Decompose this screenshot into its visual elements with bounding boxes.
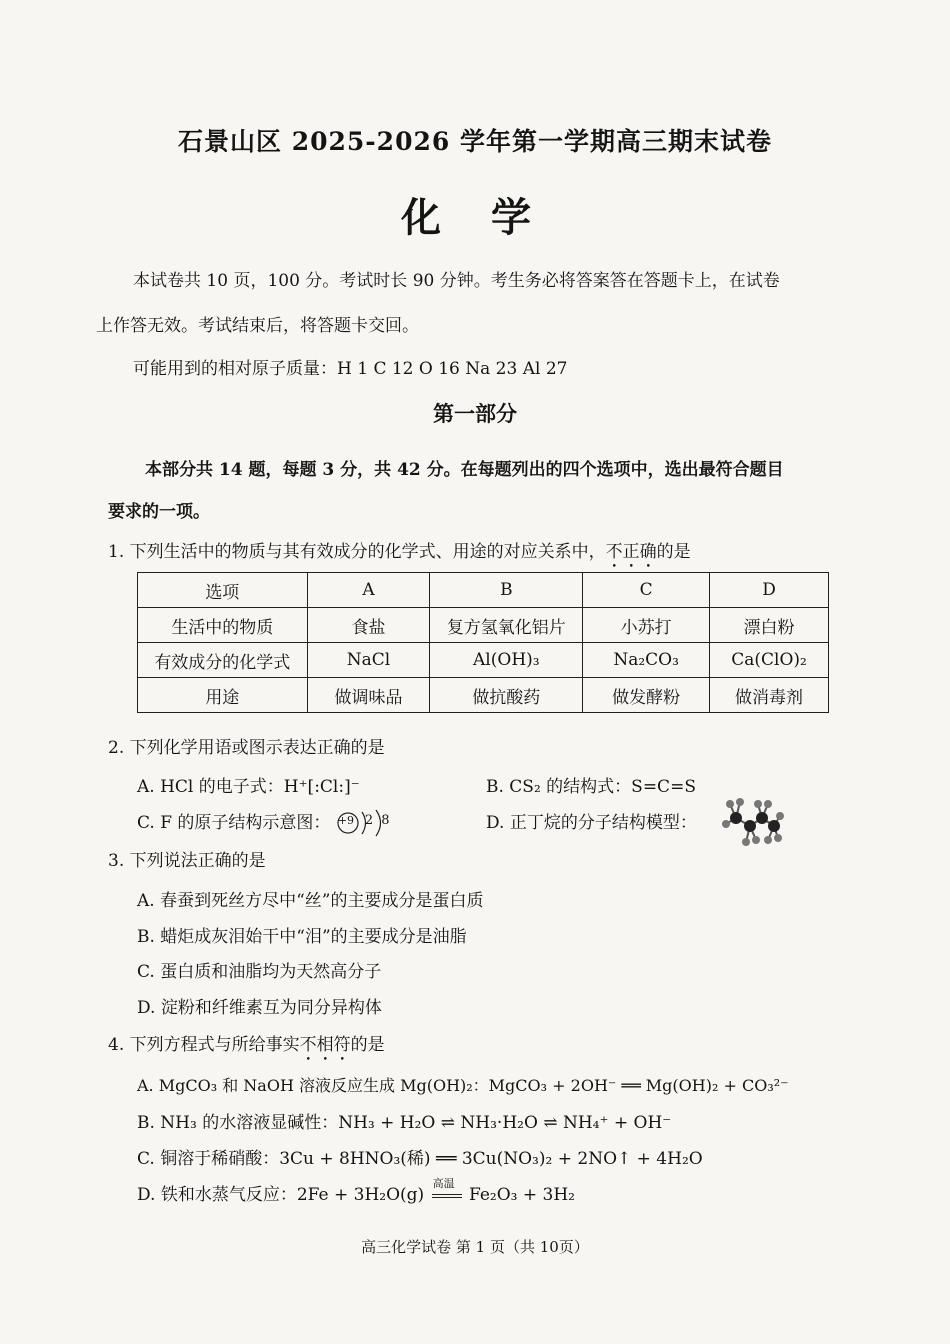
q4-stem-suffix: 的是	[350, 1035, 385, 1055]
nucleus-charge: +9	[337, 813, 355, 827]
table-cell: 选项	[138, 573, 308, 608]
table-cell: Ca(ClO)₂	[710, 643, 829, 678]
q1-stem-prefix: 1. 下列生活中的物质与其有效成分的化学式、用途的对应关系中，	[108, 542, 606, 562]
table-cell: 做发酵粉	[583, 678, 710, 713]
q1-stem-emphasis: 不正确	[605, 542, 657, 562]
q1-table-row-use	[138, 678, 829, 713]
q3-stem: 3. 下列说法正确的是	[108, 851, 266, 871]
q1-table-row-substance	[138, 608, 829, 643]
table-cell: 做抗酸药	[430, 678, 583, 713]
table-cell: 复方氢氧化铝片	[430, 608, 583, 643]
q4-option-d	[137, 1177, 575, 1205]
q3-option-d: D. 淀粉和纤维素互为同分异构体	[137, 998, 382, 1018]
q1-stem	[108, 537, 691, 572]
table-cell: 漂白粉	[710, 608, 829, 643]
part1-heading: 第一部分	[433, 401, 517, 426]
q4-option-a: A. MgCO₃ 和 NaOH 溶液反应生成 Mg(OH)₂：MgCO₃ + 2OH⁻ ══ Mg(OH)₂ + CO₃²⁻	[137, 1076, 789, 1095]
table-cell: B	[430, 573, 583, 608]
reaction-condition: 高温	[432, 1177, 455, 1190]
intro-line-2: 上作答无效。考试结束后，将答题卡交回。	[96, 316, 419, 336]
q3-option-a: A. 春蚕到死丝方尽中“丝”的主要成分是蛋白质	[137, 891, 484, 911]
q4-option-c: C. 铜溶于稀硝酸：3Cu + 8HNO₃(稀) ══ 3Cu(NO₃)₂ + 2NO↑ + 4H₂O	[137, 1149, 703, 1169]
q2-option-d: D. 正丁烷的分子结构模型：	[486, 813, 697, 833]
q4-option-b: B. NH₃ 的水溶液显碱性：NH₃ + H₂O ⇌ NH₃·H₂O ⇌ NH₄⁺ + OH⁻	[137, 1113, 672, 1133]
page-footer: 高三化学试卷 第 1 页（共 10页）	[361, 1238, 589, 1256]
intro-line-1: 本试卷共 10 页，100 分。考试时长 90 分钟。考生务必将答案答在答题卡上，在试卷	[133, 271, 780, 291]
q4-option-d-prefix: D. 铁和水蒸气反应：2Fe + 3H₂O(g)	[137, 1185, 425, 1205]
q4-stem	[108, 1030, 385, 1065]
q3-option-b: B. 蜡炬成灰泪始干中“泪”的主要成分是油脂	[137, 927, 467, 947]
q2-option-a: A. HCl 的电子式：H⁺[:Cl:]⁻	[137, 777, 360, 797]
table-cell: NaCl	[307, 643, 430, 678]
table-cell: Al(OH)₃	[430, 643, 583, 678]
part1-instruction-1: 本部分共 14 题，每题 3 分，共 42 分。在每题列出的四个选项中，选出最符合题目	[145, 460, 784, 480]
table-cell: D	[710, 573, 829, 608]
table-cell: C	[583, 573, 710, 608]
q1-stem-suffix: 的是	[656, 542, 691, 562]
q1-table-row-formula	[138, 643, 829, 678]
table-cell: Na₂CO₃	[583, 643, 710, 678]
table-cell: A	[307, 573, 430, 608]
exam-title: 石景山区 2025-2026 学年第一学期高三期末试卷	[178, 127, 772, 156]
reaction-condition-arrow	[430, 1177, 464, 1205]
q2-option-c	[137, 808, 398, 836]
q1-table	[137, 572, 829, 713]
q1-table-header-row	[138, 573, 829, 608]
table-cell: 食盐	[307, 608, 430, 643]
q2-option-b: B. CS₂ 的结构式：S=C=S	[486, 777, 696, 797]
electron-shells: 2 8	[364, 812, 390, 828]
table-cell: 用途	[138, 678, 308, 713]
part1-instruction-2: 要求的一项。	[108, 502, 210, 522]
table-cell: 做调味品	[307, 678, 430, 713]
table-cell: 做消毒剂	[710, 678, 829, 713]
q4-stem-prefix: 4. 下列方程式与所给事实	[108, 1035, 300, 1055]
q4-stem-emphasis: 不相符	[299, 1035, 351, 1055]
table-cell: 有效成分的化学式	[138, 643, 308, 678]
atomic-masses: 可能用到的相对原子质量：H 1 C 12 O 16 Na 23 Al 27	[133, 359, 568, 379]
q2-option-c-text: C. F 的原子结构示意图：	[137, 813, 331, 833]
q4-option-d-suffix: Fe₂O₃ + 3H₂	[468, 1185, 575, 1205]
subject-title: 化 学	[401, 194, 549, 241]
q3-option-c: C. 蛋白质和油脂均为天然高分子	[137, 962, 382, 982]
butane-ball-stick-model	[720, 792, 784, 852]
q2-stem: 2. 下列化学用语或图示表达正确的是	[108, 738, 385, 758]
atom-structure-diagram	[336, 812, 398, 836]
table-cell: 小苏打	[583, 608, 710, 643]
table-cell: 生活中的物质	[138, 608, 308, 643]
